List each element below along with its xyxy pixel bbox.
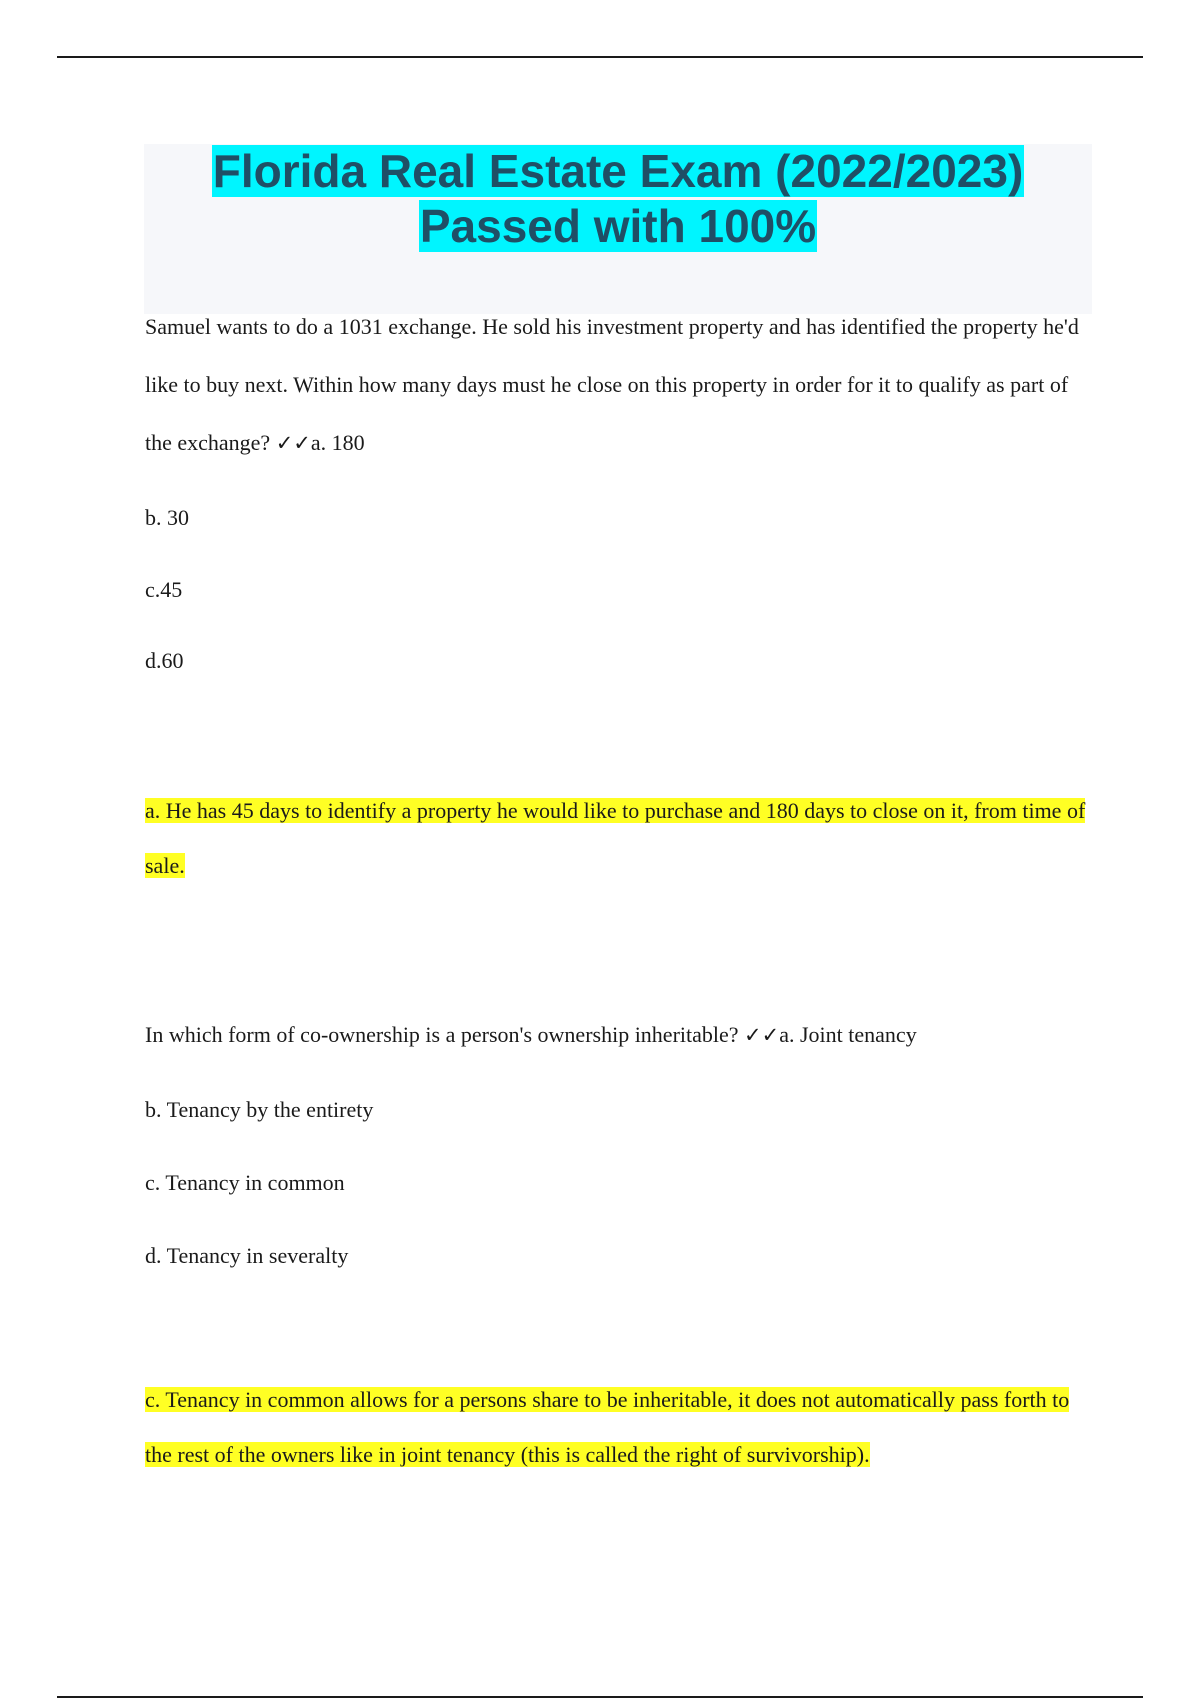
document-body: [145, 300, 1095, 1482]
question-2-option-c: c. Tenancy in common: [145, 1170, 345, 1195]
title-line-1: Florida Real Estate Exam (2022/2023): [212, 145, 1024, 197]
question-2-explanation-text: c. Tenancy in common allows for a persons share to be inheritable, it does not automatically pass forth to the rest of the owners like in joint tenancy (this is called the right of survivorship).: [145, 1387, 1070, 1467]
question-2-option-a: a. Joint tenancy: [779, 1022, 917, 1047]
question-1-explanation-text: a. He has 45 days to identify a property he would like to purchase and 180 days to close on it, from time of sale.: [145, 798, 1086, 878]
question-1-option-d: d.60: [145, 648, 184, 673]
bottom-rule: [57, 1696, 1143, 1698]
question-1-option-a: a. 180: [310, 430, 365, 455]
question-1-option-b: b. 30: [145, 505, 189, 530]
double-check-icon: ✓✓: [275, 431, 311, 455]
title-line-2: Passed with 100%: [419, 200, 817, 252]
question-2-prompt: In which form of co-ownership is a person's ownership inheritable?: [145, 1022, 739, 1047]
title-banner: [144, 144, 1092, 314]
question-2-option-b: b. Tenancy by the entirety: [145, 1097, 374, 1122]
double-check-icon: ✓✓: [744, 1023, 780, 1047]
question-1: [145, 298, 1095, 472]
question-1-explanation: [145, 783, 1095, 893]
page-title: [144, 144, 1092, 254]
question-2-explanation: [145, 1372, 1095, 1482]
question-2: [145, 1006, 1095, 1064]
question-2-option-d: d. Tenancy in severalty: [145, 1243, 349, 1268]
top-rule: [57, 56, 1143, 58]
question-1-prompt: Samuel wants to do a 1031 exchange. He sold his investment property and has identified the property he'd like to buy next. Within how many days must he close on this property in order for it to qualify as part of the exchange?: [145, 314, 1079, 455]
question-1-option-c: c.45: [145, 577, 183, 602]
